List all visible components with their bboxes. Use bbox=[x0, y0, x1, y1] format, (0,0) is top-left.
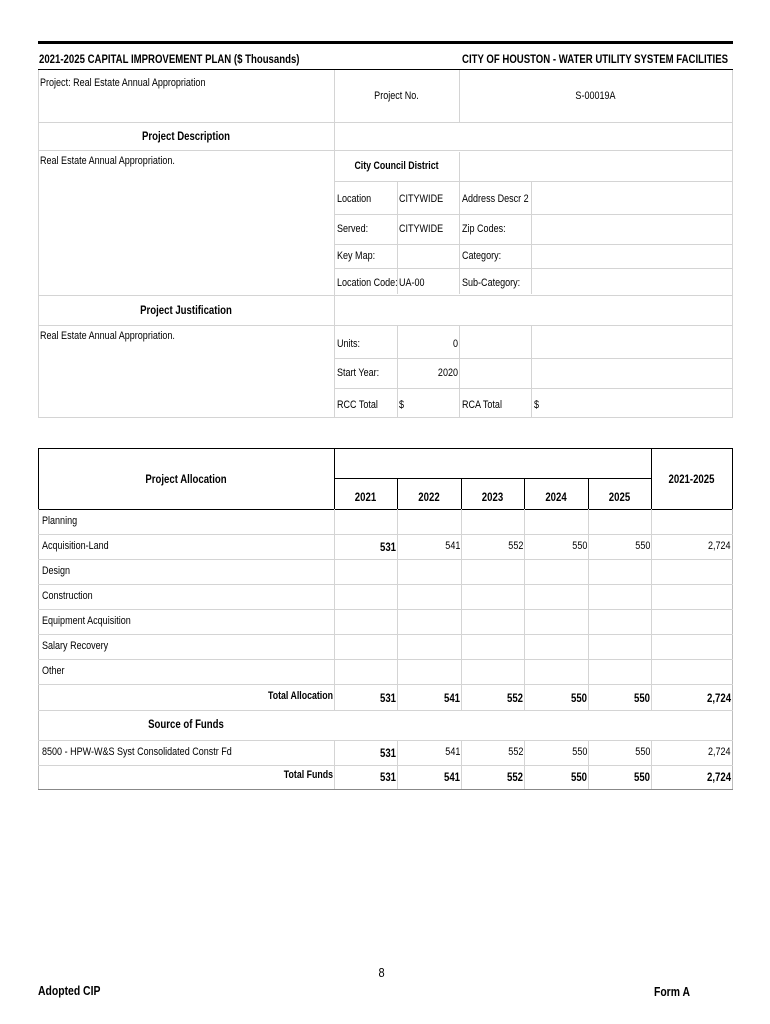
fund-2021: 531 bbox=[379, 746, 396, 760]
total-alloc-total: 2,724 bbox=[706, 691, 731, 705]
rcc-total-value: $ bbox=[399, 399, 405, 411]
start-year-value: 2020 bbox=[437, 367, 458, 379]
keymap-label: Key Map: bbox=[337, 250, 376, 262]
acq-2021: 531 bbox=[379, 540, 396, 554]
rcc-total-label: RCC Total bbox=[337, 399, 378, 411]
council-district-label: City Council District bbox=[354, 160, 439, 172]
rca-total-value: $ bbox=[534, 399, 540, 411]
start-year-label: Start Year: bbox=[337, 367, 380, 379]
total-alloc-2021: 531 bbox=[379, 691, 396, 705]
total-funds-label: Total Funds bbox=[283, 769, 333, 781]
year-2023-header: 2023 bbox=[481, 490, 504, 504]
served-label: Served: bbox=[337, 223, 369, 235]
project-no-value: S-00019A bbox=[575, 90, 616, 102]
year-2024-header: 2024 bbox=[545, 490, 567, 504]
year-2025-header: 2025 bbox=[608, 490, 631, 504]
total-alloc-2024: 550 bbox=[570, 691, 587, 705]
fund-2024: 550 bbox=[571, 746, 587, 758]
category-label: Category: bbox=[462, 250, 502, 262]
address-label: Address Descr 2 bbox=[462, 193, 529, 205]
units-label: Units: bbox=[337, 338, 361, 350]
row-label-equipment-acquisition: Equipment Acquisition bbox=[42, 615, 131, 627]
row-label-construction: Construction bbox=[42, 590, 93, 602]
source-of-funds-heading: Source of Funds bbox=[148, 717, 224, 731]
total-funds-total: 2,724 bbox=[706, 770, 731, 784]
total-funds-2025: 550 bbox=[633, 770, 650, 784]
project-justification-heading: Project Justification bbox=[140, 303, 232, 317]
total-funds-2022: 541 bbox=[443, 770, 460, 784]
row-label-design: Design bbox=[42, 565, 71, 577]
sub-category-label: Sub-Category: bbox=[462, 277, 521, 289]
fund-2025: 550 bbox=[634, 746, 650, 758]
project-description: Real Estate Annual Appropriation. bbox=[40, 155, 175, 167]
zip-label: Zip Codes: bbox=[462, 223, 506, 235]
total-alloc-2025: 550 bbox=[633, 691, 650, 705]
agency-title: CITY OF HOUSTON - WATER UTILITY SYSTEM FACILITIES bbox=[462, 52, 728, 66]
row-label-acquisition-land: Acquisition-Land bbox=[42, 540, 109, 552]
rca-total-label: RCA Total bbox=[462, 399, 502, 411]
acq-2022: 541 bbox=[444, 540, 460, 552]
row-label-other: Other bbox=[42, 665, 65, 677]
adopted-cip-label: Adopted CIP bbox=[38, 983, 101, 998]
total-alloc-2022: 541 bbox=[443, 691, 460, 705]
location-value: CITYWIDE bbox=[399, 193, 444, 205]
total-funds-2021: 531 bbox=[379, 770, 396, 784]
served-value: CITYWIDE bbox=[399, 223, 444, 235]
total-allocation-label: Total Allocation bbox=[267, 690, 333, 702]
year-2021-header: 2021 bbox=[354, 490, 377, 504]
total-funds-2023: 552 bbox=[506, 770, 523, 784]
project-description-heading: Project Description bbox=[141, 129, 231, 143]
total-funds-2024: 550 bbox=[570, 770, 587, 784]
location-code-value: UA-00 bbox=[399, 277, 425, 289]
fund-2022: 541 bbox=[444, 746, 460, 758]
acq-2023: 552 bbox=[507, 540, 523, 552]
header-rule bbox=[38, 41, 733, 44]
units-value: 0 bbox=[452, 338, 458, 350]
year-2022-header: 2022 bbox=[418, 490, 440, 504]
acq-total: 2,724 bbox=[708, 540, 731, 552]
row-label-salary-recovery: Salary Recovery bbox=[42, 640, 109, 652]
location-label: Location bbox=[337, 193, 372, 205]
project-justification: Real Estate Annual Appropriation. bbox=[40, 330, 175, 342]
total-alloc-2023: 552 bbox=[506, 691, 523, 705]
project-name: Project: Real Estate Annual Appropriation bbox=[40, 77, 206, 89]
acq-2024: 550 bbox=[571, 540, 587, 552]
form-label: Form A bbox=[653, 984, 690, 999]
location-code-label: Location Code: bbox=[337, 277, 398, 289]
fund-row-label: 8500 - HPW-W&S Syst Consolidated Constr Fd bbox=[42, 746, 232, 758]
fund-total: 2,724 bbox=[708, 746, 731, 758]
acq-2025: 550 bbox=[634, 540, 650, 552]
header-underline bbox=[38, 69, 733, 70]
row-label-planning: Planning bbox=[42, 515, 78, 527]
allocation-heading: Project Allocation bbox=[145, 472, 227, 486]
fund-2023: 552 bbox=[507, 746, 523, 758]
plan-title: 2021-2025 CAPITAL IMPROVEMENT PLAN ($ Thousands) bbox=[39, 52, 300, 66]
page-number: 8 bbox=[378, 965, 385, 980]
project-no-label: Project No. bbox=[374, 90, 419, 102]
total-years-header: 2021-2025 bbox=[668, 472, 715, 486]
